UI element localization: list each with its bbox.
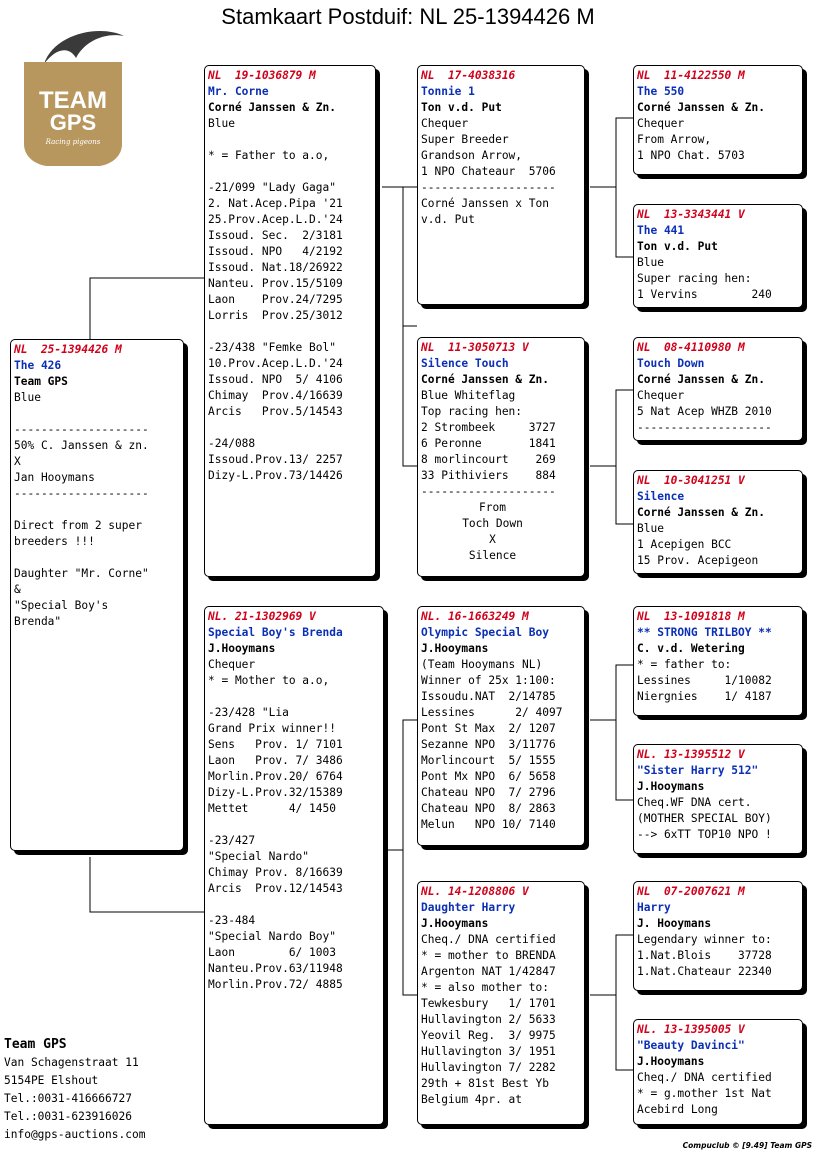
- card-line: Issoud.Prov.13/ 2257: [208, 453, 343, 466]
- logo-text-gps: GPS: [49, 110, 97, 135]
- card-line: (MOTHER SPECIAL BOY): [637, 812, 772, 825]
- card-line: breeders !!!: [14, 535, 95, 548]
- card-line: Blue: [637, 522, 664, 535]
- pigeon-name: Silence Touch: [421, 357, 509, 370]
- card-line: 1.Nat.Chateaur 22340: [637, 965, 772, 978]
- card-line: Nanteu. Prov.15/5109: [208, 277, 343, 290]
- card-line: Hullavington 3/ 1951: [421, 1045, 556, 1058]
- logo-tagline: Racing pigeons: [45, 138, 101, 146]
- ring-number: NL. 21-1302969 V: [208, 610, 316, 623]
- owner-name: J.Hooymans: [637, 780, 705, 793]
- pedigree-card-father-father: [417, 65, 585, 305]
- card-line: Legendary winner to:: [637, 933, 772, 946]
- owner-name: Corné Janssen & Zn.: [421, 373, 549, 386]
- owner-name: Corné Janssen & Zn.: [637, 506, 765, 519]
- card-line: Daughter "Mr. Corne": [14, 567, 149, 580]
- card-line: Corné Janssen x Ton: [421, 197, 549, 210]
- card-line: -24/088: [208, 437, 256, 450]
- card-line: -21/099 "Lady Gaga": [208, 181, 336, 194]
- card-line: Chequer: [421, 117, 469, 130]
- pigeon-name: Touch Down: [637, 357, 705, 370]
- pedigree-card-mmf: [633, 881, 803, 991]
- ring-number: NL 13-1091818 M: [637, 610, 745, 623]
- card-line: Morlin.Prov.72/ 4885: [208, 978, 343, 991]
- card-line: Jan Hooymans: [14, 471, 95, 484]
- card-line: Super racing hen:: [637, 272, 752, 285]
- pedigree-card-mother: [204, 606, 384, 1125]
- owner-name: J.Hooymans: [421, 917, 489, 930]
- card-line: Dizy-L.Prov.73/14426: [208, 469, 343, 482]
- owner-name: J. Hooymans: [637, 917, 712, 930]
- card-line: Morlin.Prov.20/ 6764: [208, 770, 343, 783]
- pedigree-card-mmm: [633, 1019, 803, 1125]
- card-line: [14, 502, 183, 518]
- card-line: 15 Prov. Acepigeon: [637, 554, 759, 567]
- card-line: [208, 420, 375, 436]
- card-line: Niergnies 1/ 4187: [637, 690, 772, 703]
- card-line: * = mother to BRENDA: [421, 949, 556, 962]
- card-line: Hullavington 2/ 5633: [421, 1013, 556, 1026]
- card-line: "Special Nardo Boy": [208, 930, 336, 943]
- card-line: Sezanne NPO 3/11776: [421, 738, 556, 751]
- pigeon-name: Silence: [637, 490, 685, 503]
- card-line: "Special Boy's: [14, 599, 109, 612]
- card-line: 6 Peronne 1841: [421, 437, 556, 450]
- ring-number: NL. 16-1663249 M: [421, 610, 529, 623]
- owner-name: J.Hooymans: [421, 642, 489, 655]
- card-line: [208, 689, 383, 705]
- card-line: Arcis Prov.12/14543: [208, 882, 343, 895]
- card-line: v.d. Put: [421, 213, 475, 226]
- card-line: Laon Prov.24/7295: [208, 293, 343, 306]
- pigeon-name: "Beauty Davinci": [637, 1039, 745, 1052]
- card-line: [14, 550, 183, 566]
- card-line: Winner of 25x 1:100:: [421, 674, 556, 687]
- card-line: Grandson Arrow,: [421, 149, 523, 162]
- card-line: 2 Strombeek 3727: [421, 421, 556, 434]
- card-line: Cheq./ DNA certified: [421, 933, 556, 946]
- card-line: Blue Whiteflag: [421, 389, 516, 402]
- card-line: -23/438 "Femke Bol": [208, 341, 336, 354]
- card-line: Tewkesbury 1/ 1701: [421, 997, 556, 1010]
- pedigree-card-fmm: [633, 470, 803, 574]
- card-line: From: [479, 501, 506, 514]
- owner-name: Corné Janssen & Zn.: [637, 373, 765, 386]
- pedigree-card-father-mother: [417, 337, 585, 577]
- card-line: Morlincourt 5/ 1555: [421, 754, 556, 767]
- owner-name: Team GPS: [14, 375, 68, 388]
- page-title: Stamkaart Postduif: NL 25-1394426 M: [221, 4, 595, 29]
- pigeon-name: Mr. Corne: [208, 85, 269, 98]
- card-line: Lessines 2/ 4097: [421, 706, 563, 719]
- logo-text-team: TEAM: [39, 87, 107, 114]
- card-line: [14, 406, 183, 422]
- card-line: 1 NPO Chateaur 5706: [421, 165, 556, 178]
- card-line: Nanteu.Prov.63/11948: [208, 962, 343, 975]
- pedigree-card-fmf: [633, 337, 803, 441]
- card-line: Silence: [468, 549, 517, 562]
- card-line: Arcis Prov.5/14543: [208, 405, 343, 418]
- card-line: From Arrow,: [637, 133, 712, 146]
- card-line: Hullavington 7/ 2282: [421, 1061, 556, 1074]
- card-line: 8 morlincourt 269: [421, 453, 556, 466]
- card-line: [208, 324, 375, 340]
- card-line: Laon Prov. 7/ 3486: [208, 754, 343, 767]
- card-line: Brenda": [14, 615, 62, 628]
- footer-tel2: Tel.:0031-623916026: [4, 1110, 132, 1123]
- footer-contact: [4, 1036, 145, 1144]
- pigeon-name: The 426: [14, 359, 62, 372]
- card-line: 5 Nat Acep WHZB 2010: [637, 405, 772, 418]
- pedigree-card-mff: [633, 606, 803, 716]
- footer-address: Van Schagenstraat 11: [4, 1056, 139, 1069]
- owner-name: Corné Janssen & Zn.: [637, 101, 765, 114]
- ring-number: NL 10-3041251 V: [637, 474, 745, 487]
- ring-number: NL. 13-1395512 V: [637, 748, 745, 761]
- footer-city: 5154PE Elshout: [4, 1074, 99, 1087]
- card-line: Dizy-L.Prov.32/15389: [208, 786, 343, 799]
- card-line: Lorris Prov.25/3012: [208, 309, 343, 322]
- card-line: Issoud. Nat.18/26922: [208, 261, 343, 274]
- ring-number: NL 11-4122550 M: [637, 69, 745, 82]
- card-line: Issoudu.NAT 2/14785: [421, 690, 556, 703]
- card-line: &: [14, 583, 21, 596]
- pigeon-name: Olympic Special Boy: [421, 626, 549, 639]
- card-line: Chateau NPO 7/ 2796: [421, 786, 556, 799]
- owner-name: Ton v.d. Put: [421, 101, 502, 114]
- card-line: Lessines 1/10082: [637, 674, 772, 687]
- card-line: (Team Hooymans NL): [421, 658, 543, 671]
- ring-number: NL 08-4110980 M: [637, 341, 745, 354]
- card-line: 33 Pithiviers 884: [421, 469, 556, 482]
- ring-number: NL 25-1394426 M: [14, 343, 122, 356]
- card-line: [208, 817, 383, 833]
- card-line: Blue: [208, 117, 235, 130]
- card-line: Super Breeder: [421, 133, 509, 146]
- card-line: Chimay Prov.4/16639: [208, 389, 343, 402]
- card-line: --------------------: [421, 485, 556, 498]
- card-line: --------------------: [14, 487, 149, 500]
- card-line: Grand Prix winner!!: [208, 722, 336, 735]
- card-line: [208, 164, 375, 180]
- card-line: 1 Acepigen BCC: [637, 538, 732, 551]
- card-line: Laon 6/ 1003: [208, 946, 336, 959]
- card-line: Blue: [637, 256, 664, 269]
- card-line: [208, 897, 383, 913]
- card-line: Blue: [14, 391, 41, 404]
- card-line: Pont Mx NPO 6/ 5658: [421, 770, 556, 783]
- pedigree-card-father: [204, 65, 376, 577]
- footer-name: Team GPS: [4, 1037, 67, 1052]
- card-line: --------------------: [637, 421, 772, 434]
- card-line: Chequer: [637, 117, 685, 130]
- owner-name: C. v.d. Wetering: [637, 642, 745, 655]
- pigeon-name: Harry: [637, 901, 671, 914]
- card-line: [208, 132, 375, 148]
- card-line: "Special Nardo": [208, 850, 310, 863]
- ring-number: NL 07-2007621 M: [637, 885, 745, 898]
- card-line: --------------------: [14, 423, 149, 436]
- owner-name: J.Hooymans: [637, 1055, 705, 1068]
- ring-number: NL. 14-1208806 V: [421, 885, 529, 898]
- card-line: Issoud. Sec. 2/3181: [208, 229, 343, 242]
- card-line: -23-484: [208, 914, 256, 927]
- ring-number: NL 19-1036879 M: [208, 69, 316, 82]
- pedigree-card-mother-father: [417, 606, 585, 846]
- card-line: X: [14, 455, 21, 468]
- card-line: Mettet 4/ 1450: [208, 802, 336, 815]
- pigeon-name: The 441: [637, 224, 685, 237]
- card-line: Issoud. NPO 4/2192: [208, 245, 343, 258]
- card-line: Chequer: [637, 389, 685, 402]
- card-line: Issoud. NPO 5/ 4106: [208, 373, 343, 386]
- card-line: Chimay Prov. 8/16639: [208, 866, 343, 879]
- footer-email[interactable]: info@gps-auctions.com: [4, 1128, 146, 1141]
- card-line: 1 NPO Chat. 5703: [637, 149, 745, 162]
- card-line: 2. Nat.Acep.Pipa '21: [208, 197, 343, 210]
- card-line: Argenton NAT 1/42847: [421, 965, 556, 978]
- ring-number: NL. 13-1395005 V: [637, 1023, 745, 1036]
- pigeon-name: "Sister Harry 512": [637, 764, 759, 777]
- card-line: --------------------: [421, 181, 556, 194]
- card-line: * = father to:: [637, 658, 732, 671]
- owner-name: Ton v.d. Put: [637, 240, 718, 253]
- pedigree-card-subject: [10, 339, 184, 851]
- card-line: Chequer: [208, 658, 256, 671]
- card-line: Sens Prov. 1/ 7101: [208, 738, 343, 751]
- card-line: Pont St Max 2/ 1207: [421, 722, 556, 735]
- card-line: -23/428 "Lia: [208, 706, 289, 719]
- card-line: Top racing hen:: [421, 405, 523, 418]
- card-line: -23/427: [208, 834, 256, 847]
- footer-tel1: Tel.:0031-416666727: [4, 1092, 132, 1105]
- software-credit: Compuclub © [9.49] Team GPS: [682, 1141, 812, 1150]
- card-line: 1.Nat.Blois 37728: [637, 949, 772, 962]
- pigeon-name: Tonnie 1: [421, 85, 475, 98]
- card-line: * = Father to a.o,: [208, 149, 330, 162]
- pedigree-card-mfm: [633, 744, 803, 854]
- card-line: 50% C. Janssen & zn.: [14, 439, 149, 452]
- card-line: Melun NPO 10/ 7140: [421, 818, 556, 831]
- card-line: Chateau NPO 8/ 2863: [421, 802, 556, 815]
- card-line: --> 6xTT TOP10 NPO !: [637, 828, 772, 841]
- pedigree-card-ffm: [633, 204, 803, 308]
- pigeon-name: The 550: [637, 85, 685, 98]
- card-line: Cheq.WF DNA cert.: [637, 796, 752, 809]
- card-line: X: [489, 533, 496, 546]
- ring-number: NL 13-3343441 V: [637, 208, 745, 221]
- pigeon-name: Daughter Harry: [421, 901, 516, 914]
- card-line: 29th + 81st Best Yb: [421, 1077, 549, 1090]
- owner-name: Corné Janssen & Zn.: [208, 101, 336, 114]
- card-line: * = also mother to:: [421, 981, 549, 994]
- ring-number: NL 17-4038316: [421, 69, 516, 82]
- pigeon-name: ** STRONG TRILBOY **: [637, 626, 772, 639]
- card-line: * = g.mother 1st Nat: [637, 1087, 772, 1100]
- pigeon-name: Special Boy's Brenda: [208, 626, 343, 639]
- card-line: Yeovil Reg. 3/ 9975: [421, 1029, 556, 1042]
- pedigree-card-mother-mother: [417, 881, 585, 1125]
- card-line: * = Mother to a.o,: [208, 674, 330, 687]
- owner-name: J.Hooymans: [208, 642, 276, 655]
- card-line: 1 Vervins 240: [637, 288, 772, 301]
- card-line: Cheq./ DNA certified: [637, 1071, 772, 1084]
- card-line: 10.Prov.Acep.L.D.'24: [208, 357, 343, 370]
- card-line: 25.Prov.Acep.L.D.'24: [208, 213, 343, 226]
- card-line: Toch Down: [462, 517, 523, 530]
- card-line: Belgium 4pr. at: [421, 1093, 523, 1106]
- card-line: Direct from 2 super: [14, 519, 142, 532]
- pedigree-card-fff: [633, 65, 803, 175]
- ring-number: NL 11-3050713 V: [421, 341, 529, 354]
- card-line: Acebird Long: [637, 1103, 718, 1116]
